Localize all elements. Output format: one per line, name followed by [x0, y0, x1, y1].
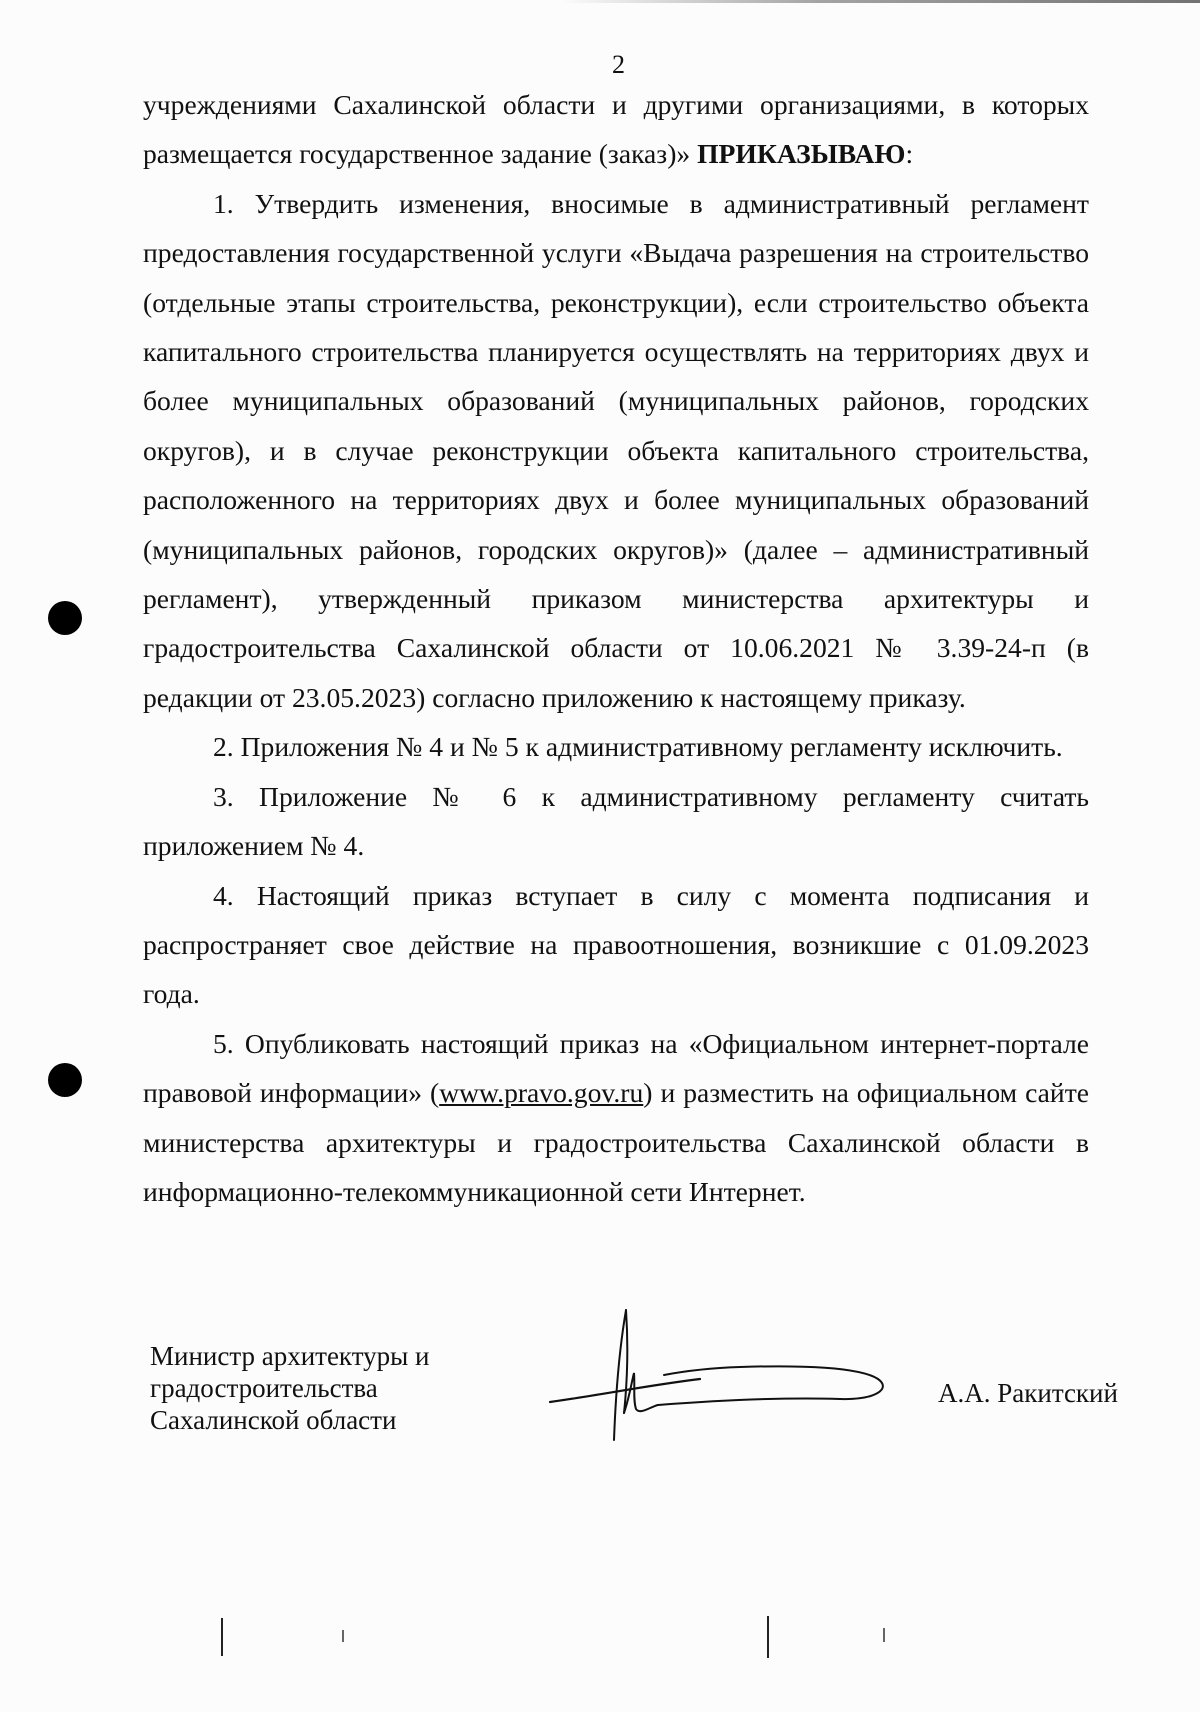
signer-title-line-2: градостроительства — [150, 1373, 378, 1403]
paragraph-intro — [143, 80, 1089, 179]
signer-title — [150, 1340, 429, 1436]
signer-title-line-1: Министр архитектуры и — [150, 1341, 430, 1371]
paragraph-item-3 — [143, 772, 1089, 871]
order-keyword: ПРИКАЗЫВАЮ — [697, 138, 906, 170]
intro-colon: : — [905, 138, 914, 170]
paragraph-item-4 — [143, 871, 1089, 1019]
pravo-gov-link[interactable]: www.pravo.gov.ru — [439, 1077, 644, 1109]
intro-text: учреждениями Сахалинской области и другими организациями, в которых размещается государственное задание (заказ)» — [143, 89, 1089, 170]
paragraph-item-2 — [143, 722, 1089, 771]
signer-name: А.А. Ракитский — [938, 1378, 1118, 1408]
punch-hole-mark — [48, 601, 82, 635]
punch-hole-mark — [48, 1063, 82, 1097]
paragraph-item-5 — [143, 1019, 1089, 1217]
item-5-text-start: 5. Опубликовать настоящий приказ на «Официальном интернет-портале правовой информации» ( — [143, 1027, 1089, 1109]
item-1-text: 1. Утвердить изменения, вносимые в административный регламент предоставления государственной услуги «Выдача разрешения на строительство (отдельные этапы строительства, реконструкции), если строительство объекта капитального строительства планируется осуществлять на территориях двух и более муниципальных образований (муниципальных районов, городских округов), и в случае реконструкции объекта капитального строительства, расположенного на территориях двух и более муниципальных образований (муниципальных районов, городских округов)» (далее – административный регламент), утвержденный приказом министерства архитектуры и градостроительства Сахалинской области от 10.06.2021 № 3.39-24-п (в редакции от 23.05.2023) согласно приложению к настоящему приказу. — [143, 187, 1089, 713]
item-2-text: 2. Приложения № 4 и № 5 к административному регламенту исключить. — [213, 731, 1063, 763]
item-4-text: 4. Настоящий приказ вступает в силу с момента подписания и распространяет свое действие на правоотношения, возникшие с 01.09.2023 года. — [143, 879, 1089, 1010]
item-3-text: 3. Приложение № 6 к административному регламенту считать приложением № 4. — [143, 780, 1089, 862]
scan-edge-line — [560, 0, 1200, 3]
document-body — [143, 80, 1089, 1216]
item-5-text-end: ) и разместить на официальном сайте министерства архитектуры и градостроительства Сахалинской области в информационно-телекоммуникационной сети Интернет. — [143, 1077, 1089, 1207]
scan-artifact-marks — [0, 1610, 1200, 1670]
handwritten-signature — [540, 1305, 900, 1455]
paragraph-item-1 — [143, 179, 1089, 722]
page-number: 2 — [612, 50, 625, 79]
signer-title-line-3: Сахалинской области — [150, 1405, 397, 1435]
